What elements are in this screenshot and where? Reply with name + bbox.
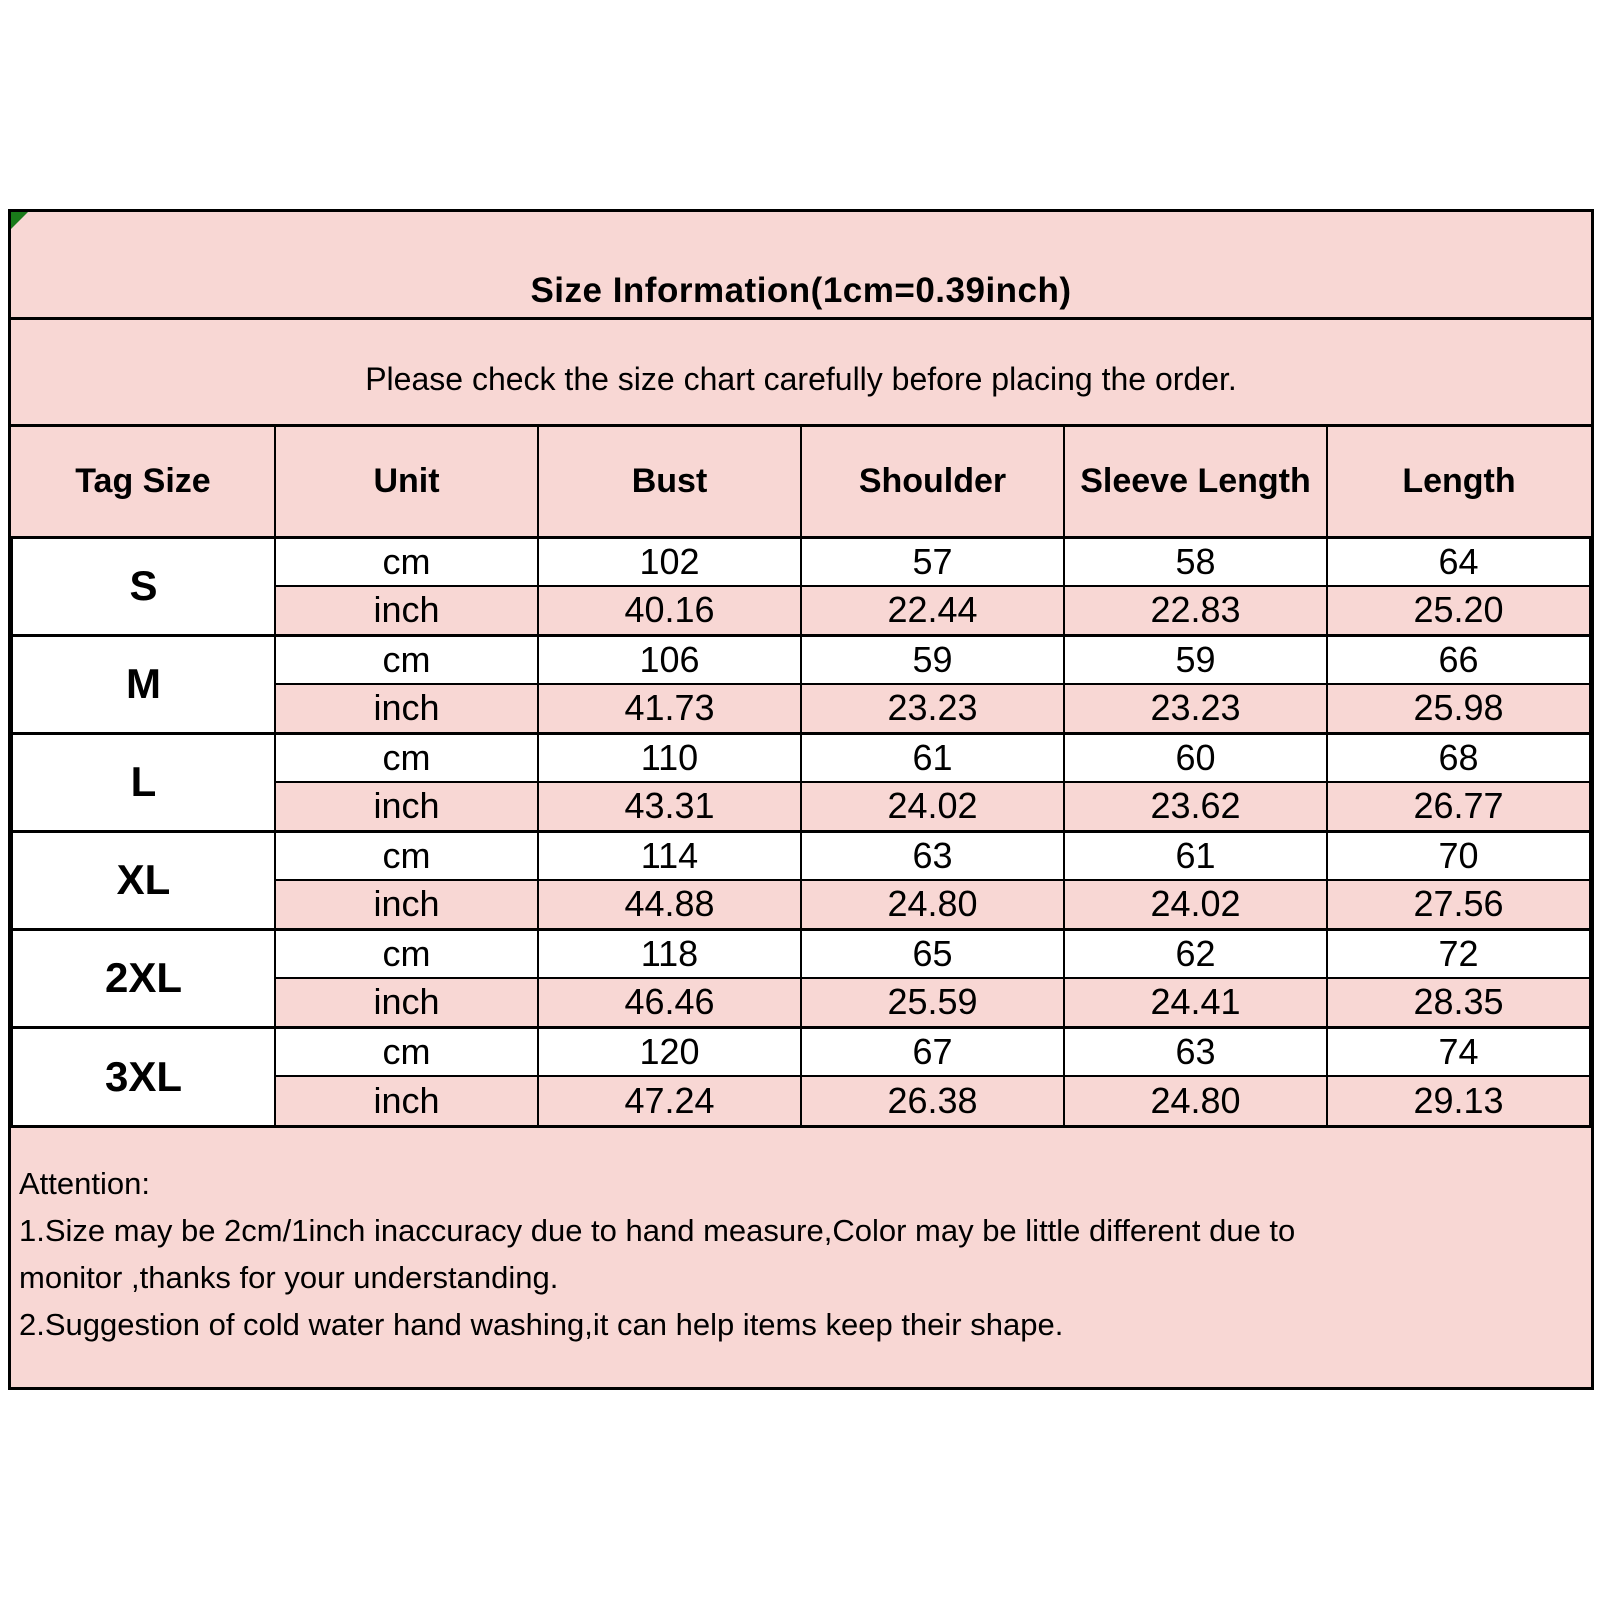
value-cell: 25.98 xyxy=(1327,684,1590,733)
unit-cell: cm xyxy=(275,537,538,586)
value-cell: 25.59 xyxy=(801,978,1064,1027)
unit-cell: inch xyxy=(275,586,538,635)
value-cell: 118 xyxy=(538,929,801,978)
value-cell: 23.23 xyxy=(1064,684,1327,733)
unit-cell: cm xyxy=(275,929,538,978)
value-cell: 46.46 xyxy=(538,978,801,1027)
value-cell: 67 xyxy=(801,1027,1064,1076)
col-header-sleeve-length: Sleeve Length xyxy=(1064,427,1327,537)
attention-block xyxy=(11,1125,1591,1387)
attention-line: 2.Suggestion of cold water hand washing,it can help items keep their shape. xyxy=(19,1307,1064,1342)
value-cell: 63 xyxy=(1064,1027,1327,1076)
unit-cell: inch xyxy=(275,1076,538,1125)
col-header-bust: Bust xyxy=(538,427,801,537)
value-cell: 24.80 xyxy=(801,880,1064,929)
tag-size-cell: L xyxy=(12,733,275,831)
value-cell: 63 xyxy=(801,831,1064,880)
subtitle-row xyxy=(11,320,1591,427)
unit-cell: inch xyxy=(275,880,538,929)
value-cell: 61 xyxy=(801,733,1064,782)
col-header-unit: Unit xyxy=(275,427,538,537)
value-cell: 24.02 xyxy=(801,782,1064,831)
value-cell: 23.23 xyxy=(801,684,1064,733)
tag-size-cell: 2XL xyxy=(12,929,275,1027)
unit-cell: inch xyxy=(275,782,538,831)
size-table-body xyxy=(12,537,1590,1125)
unit-cell: inch xyxy=(275,684,538,733)
value-cell: 29.13 xyxy=(1327,1076,1590,1125)
table-row-cm-L xyxy=(12,733,1590,782)
value-cell: 102 xyxy=(538,537,801,586)
value-cell: 106 xyxy=(538,635,801,684)
value-cell: 58 xyxy=(1064,537,1327,586)
value-cell: 25.20 xyxy=(1327,586,1590,635)
value-cell: 60 xyxy=(1064,733,1327,782)
unit-cell: cm xyxy=(275,635,538,684)
table-row-cm-2XL xyxy=(12,929,1590,978)
value-cell: 22.44 xyxy=(801,586,1064,635)
value-cell: 72 xyxy=(1327,929,1590,978)
value-cell: 24.80 xyxy=(1064,1076,1327,1125)
table-row-cm-S xyxy=(12,537,1590,586)
value-cell: 59 xyxy=(801,635,1064,684)
value-cell: 44.88 xyxy=(538,880,801,929)
value-cell: 22.83 xyxy=(1064,586,1327,635)
value-cell: 61 xyxy=(1064,831,1327,880)
value-cell: 47.24 xyxy=(538,1076,801,1125)
value-cell: 74 xyxy=(1327,1027,1590,1076)
excel-corner-marker-icon xyxy=(11,212,28,229)
value-cell: 27.56 xyxy=(1327,880,1590,929)
sheet-subtitle: Please check the size chart carefully before placing the order. xyxy=(365,361,1237,397)
value-cell: 59 xyxy=(1064,635,1327,684)
col-header-shoulder: Shoulder xyxy=(801,427,1064,537)
size-table xyxy=(11,427,1591,1125)
value-cell: 120 xyxy=(538,1027,801,1076)
value-cell: 28.35 xyxy=(1327,978,1590,1027)
unit-cell: cm xyxy=(275,831,538,880)
attention-line: monitor ,thanks for your understanding. xyxy=(19,1260,559,1295)
value-cell: 24.02 xyxy=(1064,880,1327,929)
value-cell: 41.73 xyxy=(538,684,801,733)
value-cell: 110 xyxy=(538,733,801,782)
title-row xyxy=(11,212,1591,320)
size-chart-sheet xyxy=(8,209,1594,1390)
unit-cell: cm xyxy=(275,733,538,782)
value-cell: 26.38 xyxy=(801,1076,1064,1125)
attention-line: 1.Size may be 2cm/1inch inaccuracy due to hand measure,Color may be little different due to xyxy=(19,1213,1296,1248)
tag-size-cell: XL xyxy=(12,831,275,929)
value-cell: 23.62 xyxy=(1064,782,1327,831)
value-cell: 62 xyxy=(1064,929,1327,978)
value-cell: 57 xyxy=(801,537,1064,586)
value-cell: 43.31 xyxy=(538,782,801,831)
unit-cell: inch xyxy=(275,978,538,1027)
col-header-tag-size: Tag Size xyxy=(12,427,275,537)
value-cell: 70 xyxy=(1327,831,1590,880)
tag-size-cell: S xyxy=(12,537,275,635)
value-cell: 24.41 xyxy=(1064,978,1327,1027)
sheet-title: Size Information(1cm=0.39inch) xyxy=(530,271,1072,310)
value-cell: 65 xyxy=(801,929,1064,978)
size-table-head xyxy=(12,427,1590,537)
value-cell: 66 xyxy=(1327,635,1590,684)
value-cell: 68 xyxy=(1327,733,1590,782)
tag-size-cell: 3XL xyxy=(12,1027,275,1125)
table-row-cm-3XL xyxy=(12,1027,1590,1076)
value-cell: 114 xyxy=(538,831,801,880)
unit-cell: cm xyxy=(275,1027,538,1076)
col-header-length: Length xyxy=(1327,427,1590,537)
table-row-cm-XL xyxy=(12,831,1590,880)
table-row-cm-M xyxy=(12,635,1590,684)
attention-heading: Attention: xyxy=(19,1166,150,1201)
value-cell: 26.77 xyxy=(1327,782,1590,831)
tag-size-cell: M xyxy=(12,635,275,733)
value-cell: 40.16 xyxy=(538,586,801,635)
header-row xyxy=(12,427,1590,537)
value-cell: 64 xyxy=(1327,537,1590,586)
